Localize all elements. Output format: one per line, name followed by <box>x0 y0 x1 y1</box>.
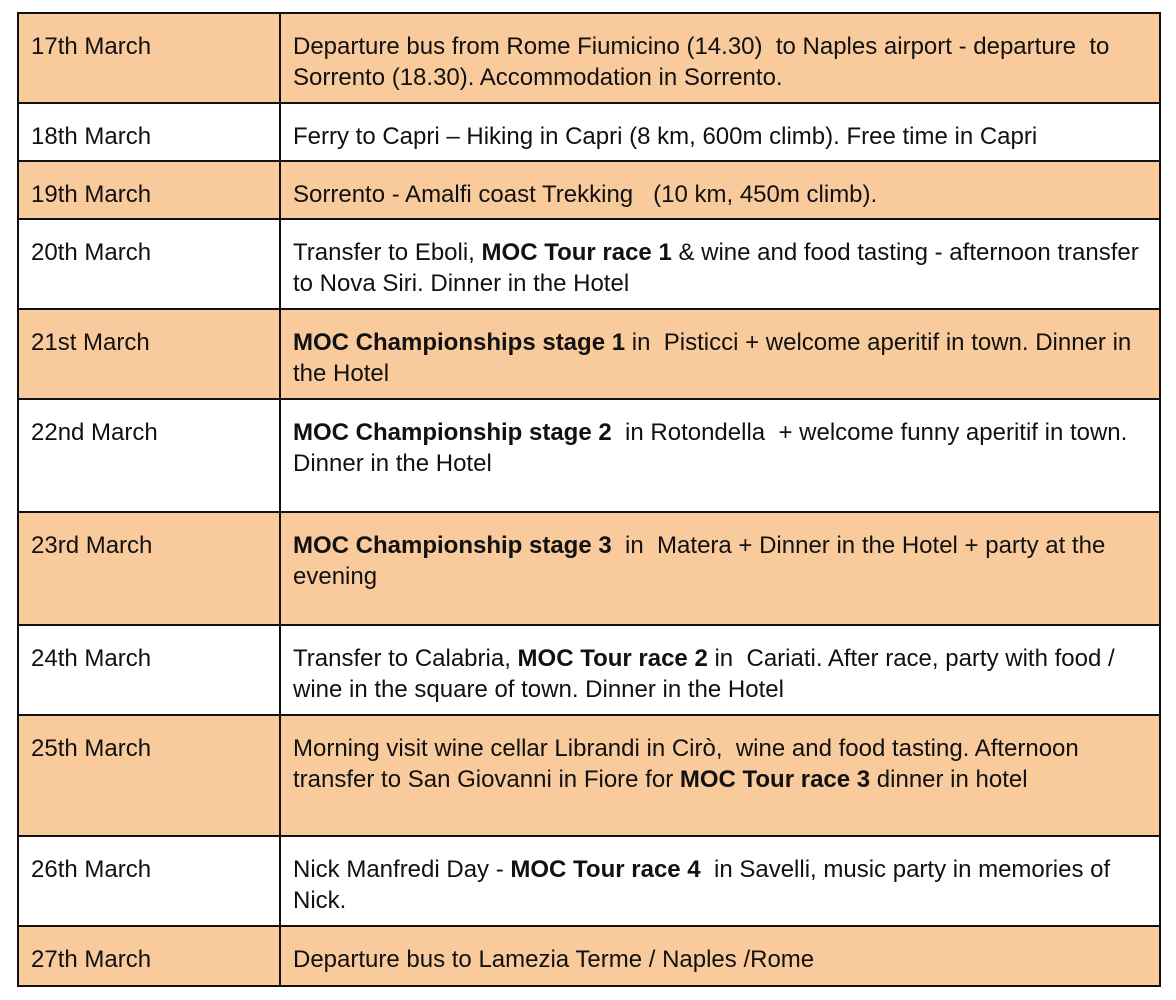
table-row <box>18 309 1160 399</box>
description-text: & wine and food tasting - afternoon transfer to Nova Siri. Dinner in the Hotel <box>293 239 1146 297</box>
description-text: in Matera + Dinner in the Hotel + party at the evening <box>293 532 1112 590</box>
table-row <box>18 625 1160 715</box>
date-cell: 17th March <box>18 13 280 103</box>
description-text: Departure bus from Rome Fiumicino (14.30) to Naples airport - departure to Sorrento (18.30). Accommodation in Sorrento. <box>293 33 1117 91</box>
date-cell: 20th March <box>18 219 280 309</box>
table-row <box>18 13 1160 103</box>
date-cell: 26th March <box>18 836 280 926</box>
table-row <box>18 103 1160 161</box>
description-text: in Pisticci + welcome aperitif in town. Dinner in the Hotel <box>293 329 1138 387</box>
description-text: in Cariati. After race, party with food / wine in the square of town. Dinner in the Hotel <box>293 645 1122 703</box>
description-cell <box>280 715 1160 836</box>
description-cell <box>280 219 1160 309</box>
date-cell: 23rd March <box>18 512 280 625</box>
date-cell: 22nd March <box>18 399 280 512</box>
event-highlight: MOC Tour race 1 <box>481 239 672 266</box>
description-text: in Savelli, music party in memories of Nick. <box>293 856 1117 914</box>
description-cell <box>280 625 1160 715</box>
event-highlight: MOC Tour race 2 <box>517 645 708 672</box>
event-highlight: MOC Championship stage 3 <box>293 532 612 559</box>
itinerary-body <box>18 13 1160 986</box>
description-text: Morning visit wine cellar Librandi in Cirò, wine and food tasting. Afternoon transfer to San Giovanni in Fiore for <box>293 735 1086 793</box>
description-cell <box>280 13 1160 103</box>
event-highlight: MOC Championship stage 2 <box>293 419 612 446</box>
description-text: in Rotondella + welcome funny aperitif in town. Dinner in the Hotel <box>293 419 1134 477</box>
date-cell: 25th March <box>18 715 280 836</box>
description-cell <box>280 103 1160 161</box>
description-cell <box>280 399 1160 512</box>
description-text: Departure bus to Lamezia Terme / Naples /Rome <box>293 946 815 973</box>
itinerary-table <box>17 12 1161 987</box>
table-row <box>18 161 1160 219</box>
table-row <box>18 715 1160 836</box>
table-row <box>18 926 1160 986</box>
description-cell <box>280 512 1160 625</box>
description-cell <box>280 836 1160 926</box>
event-highlight: MOC Tour race 3 <box>679 766 871 793</box>
event-highlight: MOC Tour race 4 <box>510 856 701 883</box>
table-row <box>18 399 1160 512</box>
description-text: Transfer to Calabria, <box>293 645 518 672</box>
table-row <box>18 836 1160 926</box>
date-cell: 18th March <box>18 103 280 161</box>
date-cell: 24th March <box>18 625 280 715</box>
description-text: Ferry to Capri – Hiking in Capri (8 km, 600m climb). Free time in Capri <box>293 123 1038 150</box>
event-highlight: MOC Championships stage 1 <box>293 329 626 356</box>
description-cell <box>280 926 1160 986</box>
date-cell: 21st March <box>18 309 280 399</box>
date-cell: 27th March <box>18 926 280 986</box>
table-row <box>18 219 1160 309</box>
date-cell: 19th March <box>18 161 280 219</box>
description-text: Nick Manfredi Day - <box>293 856 511 883</box>
table-row <box>18 512 1160 625</box>
description-cell <box>280 309 1160 399</box>
description-text: Sorrento - Amalfi coast Trekking (10 km, 450m climb). <box>293 181 878 208</box>
description-text: dinner in hotel <box>870 766 1028 793</box>
description-text: Transfer to Eboli, <box>293 239 482 266</box>
description-cell <box>280 161 1160 219</box>
